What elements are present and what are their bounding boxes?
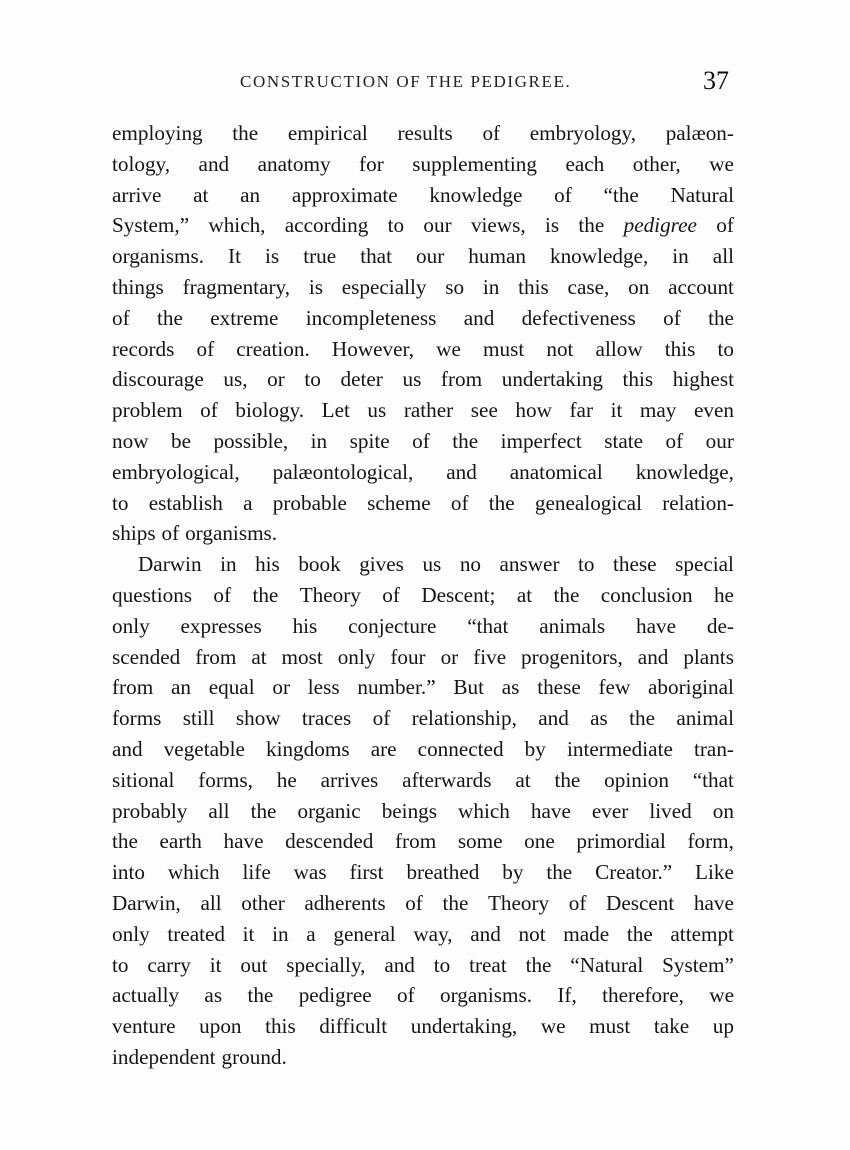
text-line: from an equal or less number.” But as these few aboriginal [112, 675, 734, 700]
text-line: and vegetable kingdoms are connected by intermediate tran- [112, 736, 734, 761]
text-line: problem of biology. Let us rather see how far it may even [112, 398, 734, 423]
text-line: discourage us, or to deter us from undertaking this highest [112, 367, 734, 392]
paragraph [112, 549, 734, 1073]
text-line: to establish a probable scheme of the genealogical relation- [112, 490, 734, 515]
text-line: the earth have descended from some one primordial form, [112, 829, 734, 854]
text-line: Darwin in his book gives us no answer to these special [138, 552, 734, 577]
text-line: forms still show traces of relationship, and as the animal [112, 706, 734, 731]
page-number: 37 [703, 66, 729, 95]
text-line: only expresses his conjecture “that animals have de- [112, 613, 734, 638]
text-line: employing the empirical results of embryology, palæon- [112, 121, 734, 145]
text-line: scended from at most only four or five progenitors, and plants [112, 644, 734, 669]
text-line: things fragmentary, is especially so in this case, on account [112, 274, 734, 299]
text-line: tology, and anatomy for supplementing each other, we [112, 151, 734, 176]
text-line: records of creation. However, we must not allow this to [112, 336, 734, 361]
text-line: Darwin, all other adherents of the Theory of Descent have [112, 890, 734, 915]
text-line: sitional forms, he arrives afterwards at the opinion “that [112, 767, 734, 792]
paragraph [112, 118, 734, 549]
text-line: venture upon this difficult undertaking, we must take up [112, 1014, 734, 1039]
text-line: into which life was first breathed by the Creator.” Like [112, 860, 734, 885]
text-line: arrive at an approximate knowledge of “the Natural [112, 182, 734, 207]
text-line: questions of the Theory of Descent; at the conclusion he [112, 582, 734, 607]
text-line: probably all the organic beings which have ever lived on [112, 798, 734, 823]
running-head: CONSTRUCTION OF THE PEDIGREE. [240, 72, 572, 91]
text-line: independent ground. [112, 1044, 287, 1069]
text-line: actually as the pedigree of organisms. If, therefore, we [112, 983, 734, 1008]
body-text [112, 118, 734, 1073]
text-line: to carry it out specially, and to treat the “Natural System” [112, 952, 734, 977]
text-line: of the extreme incompleteness and defectiveness of the [112, 305, 734, 330]
text-line: embryological, palæontological, and anatomical knowledge, [112, 459, 734, 484]
text-line: System,” which, according to our views, is the pedigree of [112, 213, 734, 238]
text-line: only treated it in a general way, and not made the attempt [112, 921, 734, 946]
text-line: ships of organisms. [112, 521, 278, 546]
text-line: organisms. It is true that our human knowledge, in all [112, 244, 734, 269]
text-line: now be possible, in spite of the imperfect state of our [112, 428, 734, 453]
